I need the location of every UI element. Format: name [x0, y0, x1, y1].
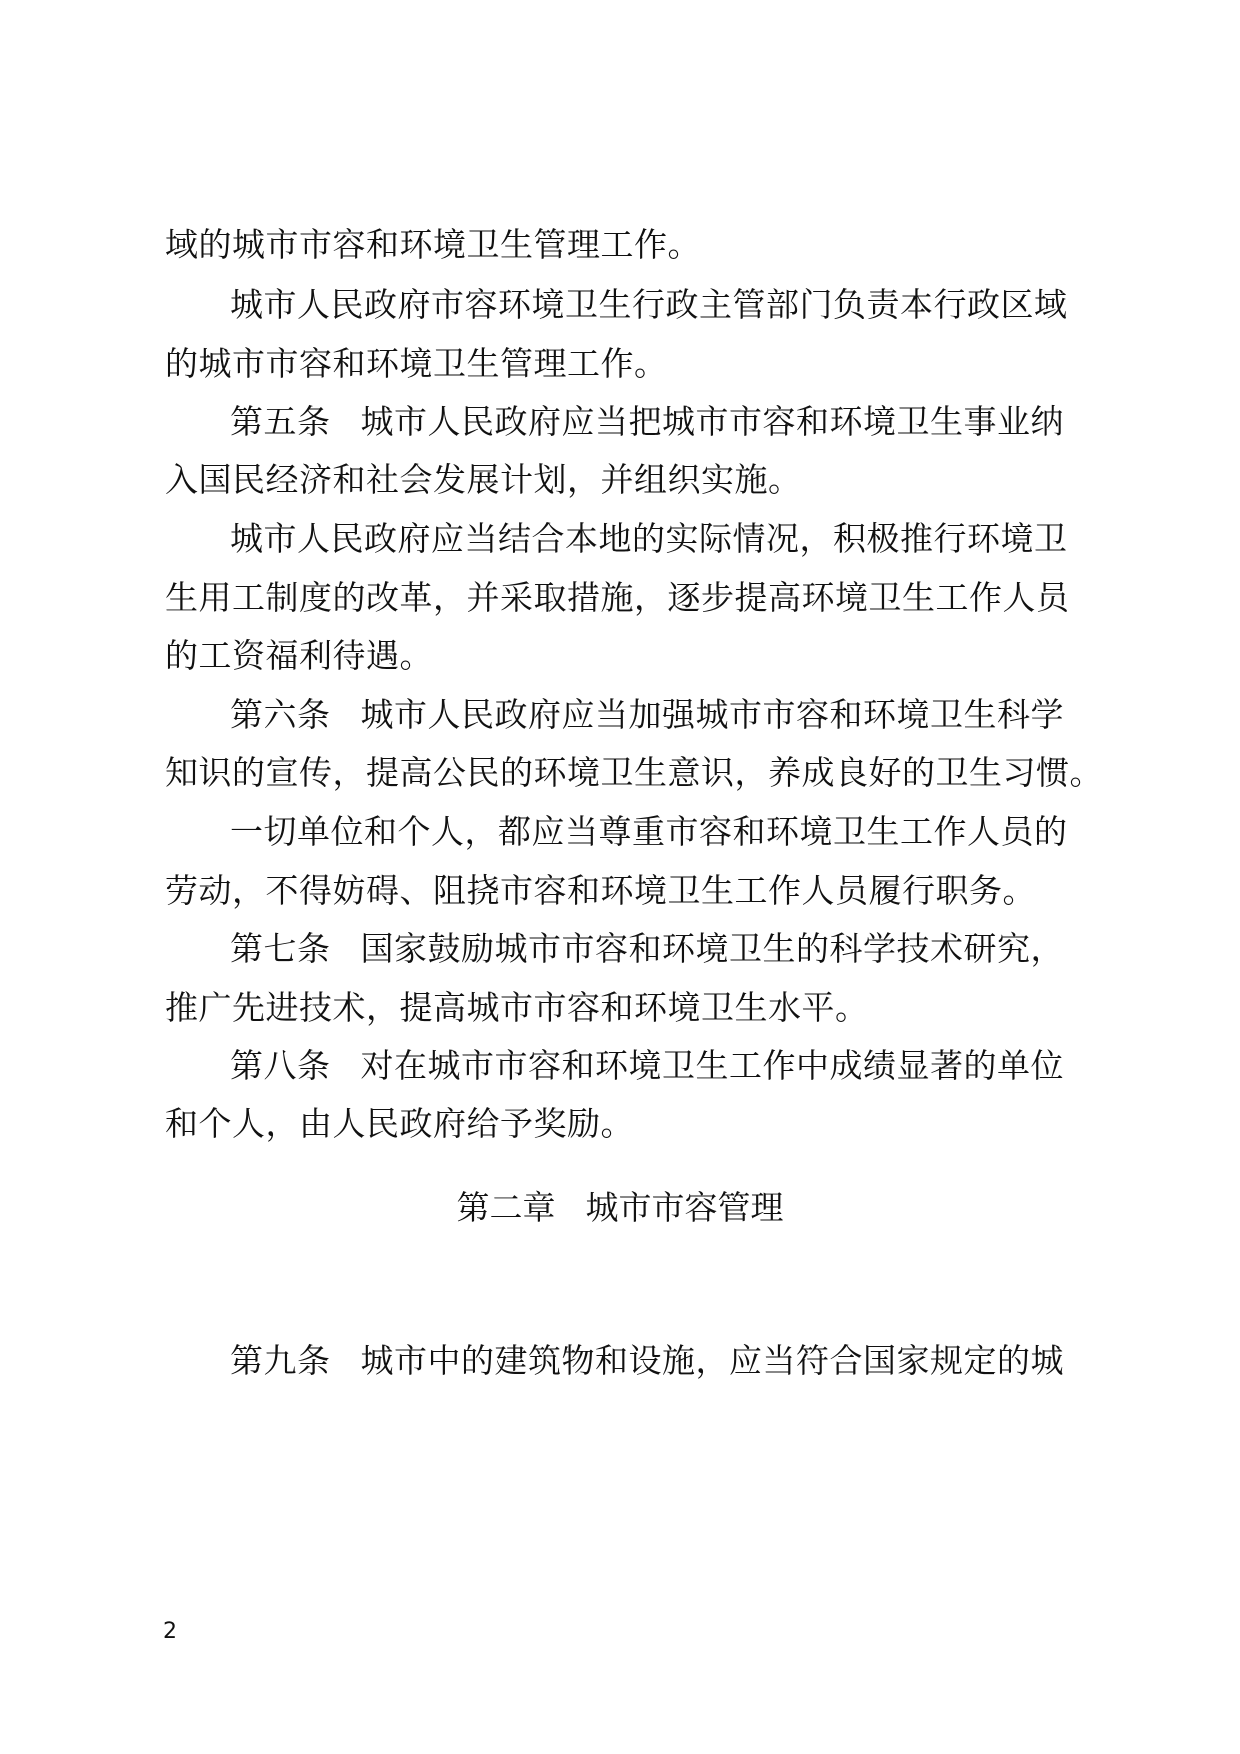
text-line: 一切单位和个人，都应当尊重市容和环境卫生工作人员的: [230, 812, 1068, 851]
article-number: 第八条: [230, 1046, 331, 1085]
page-number: 2: [163, 1619, 177, 1644]
article-number: 第五条: [230, 402, 331, 441]
article-text: 对在城市市容和环境卫生工作中成绩显著的单位: [360, 1046, 1064, 1085]
article-number: 第七条: [230, 929, 331, 968]
text-line: 生用工制度的改革，并采取措施，逐步提高环境卫生工作人员: [165, 578, 1070, 617]
text-line: 的城市市容和环境卫生管理工作。: [165, 344, 668, 383]
article-6-line: [230, 695, 1150, 735]
text-line: 知识的宣传，提高公民的环境卫生意识，养成良好的卫生习惯。: [165, 753, 1103, 792]
text-line: 推广先进技术，提高城市市容和环境卫生水平。: [165, 988, 869, 1027]
text-line: 劳动，不得妨碍、阻挠市容和环境卫生工作人员履行职务。: [165, 871, 1036, 910]
article-7-line: [230, 929, 1150, 969]
chapter-number: 第二章: [456, 1188, 556, 1227]
article-number: 第九条: [230, 1341, 331, 1380]
article-text: 城市中的建筑物和设施，应当符合国家规定的城: [360, 1341, 1064, 1380]
chapter-heading: [0, 1188, 1240, 1228]
text-line: 城市人民政府市容环境卫生行政主管部门负责本行政区域: [230, 285, 1068, 324]
article-5-line: [230, 402, 1150, 442]
article-text: 城市人民政府应当把城市市容和环境卫生事业纳: [360, 402, 1064, 441]
text-line: 城市人民政府应当结合本地的实际情况，积极推行环境卫: [230, 519, 1068, 558]
text-line: 的工资福利待遇。: [165, 636, 433, 675]
article-8-line: [230, 1046, 1150, 1086]
text-line: 域的城市市容和环境卫生管理工作。: [165, 225, 701, 264]
article-text: 城市人民政府应当加强城市市容和环境卫生科学: [360, 695, 1064, 734]
chapter-title: 城市市容管理: [585, 1188, 784, 1227]
text-line: 和个人，由人民政府给予奖励。: [165, 1104, 634, 1143]
article-9-line: [230, 1341, 1150, 1381]
article-number: 第六条: [230, 695, 331, 734]
article-text: 国家鼓励城市市容和环境卫生的科学技术研究，: [360, 929, 1064, 968]
text-line: 入国民经济和社会发展计划，并组织实施。: [165, 460, 802, 499]
